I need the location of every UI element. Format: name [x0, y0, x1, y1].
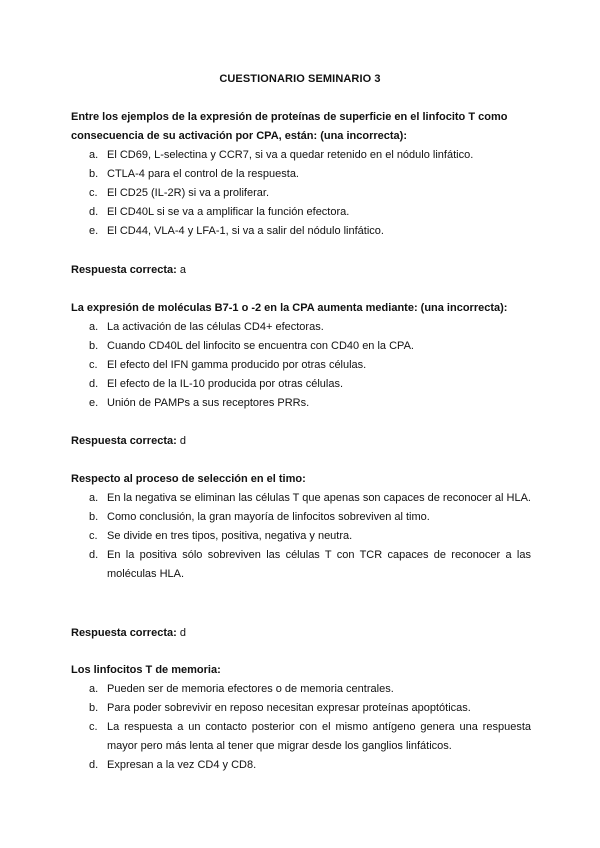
- option-text: El efecto del IFN gamma producido por otras células.: [107, 359, 367, 371]
- option-text: El CD44, VLA-4 y LFA-1, si va a salir del nódulo linfático.: [107, 225, 384, 237]
- option-letter: a.: [89, 149, 99, 161]
- option-text: El CD25 (IL-2R) si va a proliferar.: [107, 187, 269, 199]
- option-letter: a.: [89, 492, 99, 504]
- option-text: La respuesta a un contacto posterior con el mismo antígeno genera una respuesta mayor pero más lenta al tener que migrar desde los ganglios linfáticos.: [107, 721, 531, 752]
- option-4a: [71, 680, 531, 699]
- option-letter: e.: [89, 397, 99, 409]
- option-text: Cuando CD40L del linfocito se encuentra con CD40 en la CPA.: [107, 340, 414, 352]
- option-3c: [71, 527, 531, 546]
- option-2b: [71, 337, 531, 356]
- option-letter: d.: [89, 549, 99, 561]
- answer-1: [71, 261, 186, 280]
- option-text: El CD40L si se va a amplificar la función efectora.: [107, 206, 350, 218]
- question-1: Entre los ejemplos de la expresión de proteínas de superficie en el linfocito T como consecuencia de su activación por CPA, están: (una incorrecta):: [71, 111, 508, 142]
- option-2d: [71, 375, 531, 394]
- question-2-options: [71, 318, 531, 413]
- option-letter: d.: [89, 378, 99, 390]
- option-1d: [71, 203, 531, 222]
- option-letter: e.: [89, 225, 99, 237]
- option-letter: b.: [89, 702, 99, 714]
- option-letter: a.: [89, 321, 99, 333]
- option-text: Expresan a la vez CD4 y CD8.: [107, 759, 257, 771]
- option-letter: c.: [89, 530, 98, 542]
- question-1-options: [71, 146, 531, 241]
- option-text: El efecto de la IL-10 producida por otras células.: [107, 378, 344, 390]
- option-2a: [71, 318, 531, 337]
- option-letter: b.: [89, 168, 99, 180]
- question-3-options: [71, 489, 531, 584]
- answer-value: d: [179, 627, 186, 639]
- option-1c: [71, 184, 531, 203]
- option-3a: [71, 489, 531, 508]
- option-letter: a.: [89, 683, 99, 695]
- answer-3: [71, 624, 186, 643]
- option-4d: [71, 756, 531, 775]
- answer-value: d: [179, 435, 186, 447]
- option-text: En la positiva sólo sobreviven las células T con TCR capaces de reconocer a las moléculas HLA.: [107, 549, 531, 580]
- option-letter: b.: [89, 340, 99, 352]
- page-title: CUESTIONARIO SEMINARIO 3: [219, 73, 381, 85]
- option-text: El CD69, L-selectina y CCR7, si va a quedar retenido en el nódulo linfático.: [107, 149, 474, 161]
- option-letter: d.: [89, 206, 99, 218]
- answer-label: Respuesta correcta:: [71, 435, 177, 447]
- option-text: En la negativa se eliminan las células T que apenas son capaces de reconocer al HLA.: [107, 492, 531, 504]
- option-text: CTLA-4 para el control de la respuesta.: [107, 168, 299, 180]
- option-letter: d.: [89, 759, 99, 771]
- question-4-options: [71, 680, 531, 775]
- answer-2: [71, 432, 186, 451]
- option-text: Unión de PAMPs a sus receptores PRRs.: [107, 397, 310, 409]
- option-letter: c.: [89, 721, 98, 733]
- answer-label: Respuesta correcta:: [71, 264, 177, 276]
- answer-value: a: [179, 264, 186, 276]
- option-text: Para poder sobrevivir en reposo necesitan expresar proteínas apoptóticas.: [107, 702, 471, 714]
- option-2e: [71, 394, 531, 413]
- option-1b: [71, 165, 531, 184]
- option-letter: b.: [89, 511, 99, 523]
- question-3: Respecto al proceso de selección en el timo:: [71, 473, 306, 485]
- option-3d: [71, 546, 531, 584]
- option-4c: [71, 718, 531, 756]
- option-2c: [71, 356, 531, 375]
- option-text: Se divide en tres tipos, positiva, negativa y neutra.: [107, 530, 353, 542]
- question-4: Los linfocitos T de memoria:: [71, 664, 221, 676]
- option-1a: [71, 146, 531, 165]
- option-text: Como conclusión, la gran mayoría de linfocitos sobreviven al timo.: [107, 511, 430, 523]
- option-4b: [71, 699, 531, 718]
- option-3b: [71, 508, 531, 527]
- question-2: La expresión de moléculas B7-1 o -2 en la CPA aumenta mediante: (una incorrecta):: [71, 302, 508, 314]
- answer-label: Respuesta correcta:: [71, 627, 177, 639]
- option-1e: [71, 222, 531, 241]
- option-letter: c.: [89, 187, 98, 199]
- option-text: Pueden ser de memoria efectores o de memoria centrales.: [107, 683, 394, 695]
- option-letter: c.: [89, 359, 98, 371]
- option-text: La activación de las células CD4+ efectoras.: [107, 321, 324, 333]
